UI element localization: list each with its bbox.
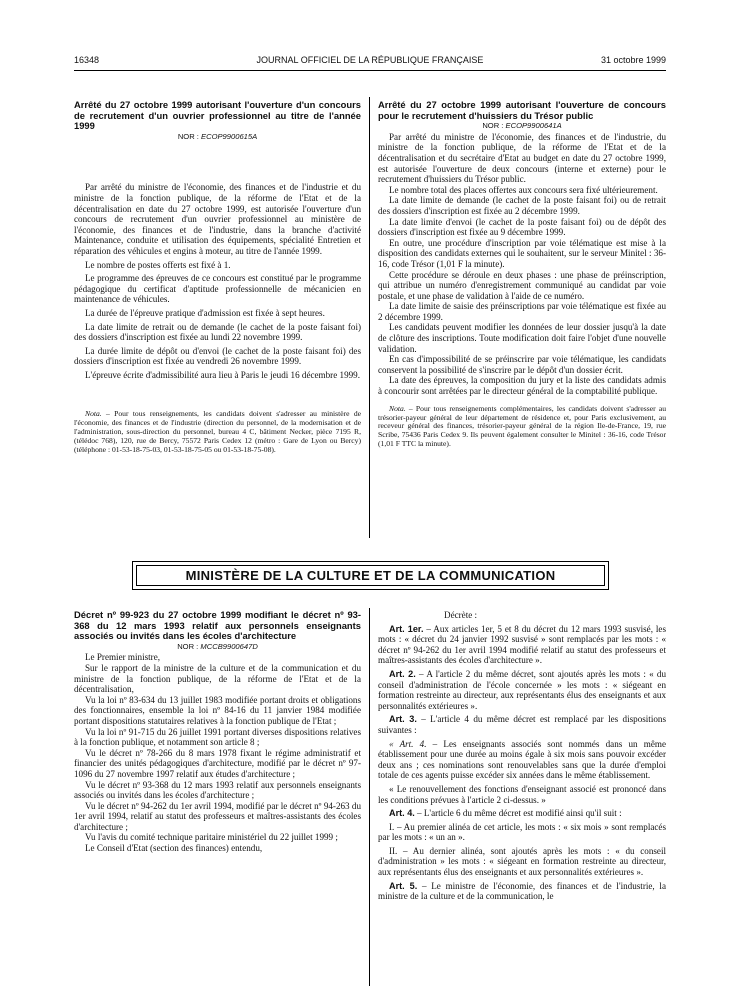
article-2: Art. 2. – A l'article 2 du même décret, sont ajoutés après les mots : « du conseil d'administration de l'école concernée » les mots : « siégeant en formation restreinte au directeur, aux représentants élus des enseignants et aux personnalités extérieures ». [378, 668, 666, 711]
paragraph: Le nombre de postes offerts est fixé à 1. [85, 259, 231, 270]
arrete-ouvrier-note: Nota. – Pour tous renseignements, les candidats doivent s'adresser au ministère de l'économie, des finances et de l'industrie (direction du personnel, de la modernisation et de l'administration, sous-direction du personnel, bureau 4 C, bâtiment Necker, pièce 7195 R, (télédoc 768), 120, rue de Bercy, 75572 Paris Cedex 12 (métro : Gare de Lyon ou Bercy) (téléphone : 01-53-18-75-03, 01-53-18-75-05 ou 01-53-18-75-08). [74, 409, 361, 455]
paragraph: La date limite de saisie des préinscriptions par voie télématique est fixée au 2 décembre 1999. [378, 301, 666, 322]
article-3: Art. 3. – L'article 4 du même décret est remplacé par les dispositions suivantes : [378, 714, 666, 735]
column-divider-bottom [369, 608, 370, 986]
paragraph: En outre, une procédure d'inscription par voie télématique est mise à la disposition des candidats externes qui le souhaitent, sur le serveur Minitel : 36-16, code Trésor (1,01 F la minute). [378, 237, 666, 269]
paragraph: La date limite d'envoi (le cachet de la poste faisant foi) ou de dépôt des dossiers d'inscription est fixée au 9 décembre 1999. [378, 216, 666, 238]
paragraph: La durée limite de dépôt ou d'envoi (le cachet de la poste faisant foi) des dossiers d'inscription est fixée au vendredi 26 novembre 1999. [74, 345, 361, 367]
article-5: Art. 5. – Le ministre de l'économie, des finances et de l'industrie, la ministre de la culture et de la communication, le [378, 880, 666, 902]
paragraph: Vu la loi nº 83-634 du 13 juillet 1983 modifiée portant droits et obligations des fonctionnaires, ensemble la loi nº 84-16 du 11 janvier 1984 modifiée portant dispositions statutaires relatives à la fonction publique de l'Etat ; [74, 694, 361, 726]
paragraph: Par arrêté du ministre de l'économie, des finances et de l'industrie, du ministre de la fonction publique, de la réforme de l'Etat et de la décentralisation et du secrétaire d'Etat au budget en date du 27 octobre 1999, est autorisée l'ouverture de deux concours (interne et externe) pour le recrutement d'huissiers du Trésor public. [378, 131, 666, 185]
decret-title: Décret nº 99-923 du 27 octobre 1999 modifiant le décret nº 93-368 du 12 mars 1993 relatif aux personnels enseignants associés ou invités dans les écoles d'architecture [74, 609, 361, 642]
ministry-heading-box [132, 561, 609, 590]
paragraph: Vu le décret nº 78-266 du 8 mars 1978 fixant le régime administratif et financier des unités pédagogiques d'architecture, modifié par le décret nº 97-1096 du 27 novembre 1997 relatif aux études d'architecture ; [74, 747, 361, 779]
article-4-item-2: II. – Au dernier alinéa, sont ajoutés après les mots : « du conseil d'administration » les mots : « siégeant en formation restreinte au directeur, aux représentants élus des enseignants et aux personnalités extérieures ». [378, 845, 666, 878]
paragraph: Le programme des épreuves de ce concours est constitué par le programme pédagogique du certificat d'aptitude professionnelle de mécanicien en maintenance de véhicules. [74, 273, 361, 305]
header-rule [74, 70, 666, 71]
paragraph: L'épreuve écrite d'admissibilité aura lieu à Paris le jeudi 16 décembre 1999. [85, 369, 360, 380]
arrete-huissiers-nor: NOR : ECOP9900641A [482, 121, 562, 131]
article-4-quote: « Art. 4. – Les enseignants associés sont nommés dans un même établissement pour une durée au moins égale à six mois sans pouvoir excéder deux ans ; ces nominations sont renouvelables sans que la durée d'emploi totale de ces agents puisse excéder six années dans le même établissement. [378, 738, 666, 781]
paragraph: En cas d'impossibilité de se préinscrire par voie télématique, les candidats conservent la possibilité de s'inscrire par le dépôt d'un dossier écrit. [378, 354, 666, 375]
paragraph: Vu la loi nº 91-715 du 26 juillet 1991 portant diverses dispositions relatives à la fonction publique, et notamment son article 8 ; [74, 726, 361, 748]
arrete-huissiers [378, 100, 666, 449]
paragraph: Le Conseil d'Etat (section des finances) entendu, [85, 843, 263, 854]
decret-right [378, 610, 666, 902]
paragraph: La date limite de retrait ou de demande (le cachet de la poste faisant foi) des dossiers d'inscription est fixée au lundi 22 novembre 1999. [74, 321, 361, 343]
paragraph: La date limite de demande (le cachet de la poste faisant foi) ou de retrait des dossiers d'inscription est fixée au 2 décembre 1999. [378, 195, 666, 216]
decret-left [74, 610, 361, 854]
journal-title: JOURNAL OFFICIEL DE LA RÉPUBLIQUE FRANÇAISE [256, 55, 484, 65]
issue-date: 31 octobre 1999 [600, 55, 666, 65]
paragraph: Par arrêté du ministre de l'économie, des finances et de l'industrie et du ministre de la fonction publique, de la réforme de l'Etat et de la décentralisation en date du 27 octobre 1999, est autorisée l'ouverture d'un concours de recrutement d'un ouvrier professionnel au ministère de l'économie, des finances et de l'industrie, dans la branche d'activité Maintenance, conduite et utilisation des équipements, spécialité Entretien et réparation des véhicules et engins à moteur, au titre de l'année 1999. [74, 182, 361, 256]
paragraph: Vu le décret nº 94-262 du 1er avril 1994, modifié par le décret nº 94-263 du 1er avril 1994, relatif au statut des professeurs et maîtres-assistants des écoles d'architecture ; [74, 800, 361, 832]
arrete-ouvrier [74, 100, 361, 455]
decret-nor: NOR : MCCB9900647D [177, 641, 258, 651]
arrete-ouvrier-title: Arrêté du 27 octobre 1999 autorisant l'ouverture d'un concours de recrutement d'un ouvrier professionnel au titre de l'année 1999 [74, 99, 361, 132]
decrete-label: Décrète : [444, 610, 478, 620]
paragraph: Cette procédure se déroule en deux phases : une phase de préinscription, qui attribue un numéro d'enregistrement communiqué au candidat par voie postale, et une phase de validation à l'aide de ce numéro. [378, 269, 666, 301]
page-number: 16348 [74, 55, 100, 65]
paragraph: Vu le décret nº 93-368 du 12 mars 1993 relatif aux personnels enseignants associés ou invités dans les écoles d'architecture ; [74, 779, 361, 801]
column-divider-top [369, 97, 370, 538]
ministry-heading: MINISTÈRE DE LA CULTURE ET DE LA COMMUNICATION [136, 565, 605, 586]
paragraph: La date des épreuves, la composition du jury et la liste des candidats admis à concourir sont arrêtées par le directeur général de la comptabilité publique. [378, 375, 666, 397]
paragraph: Le Premier ministre, [85, 652, 161, 663]
arrete-ouvrier-nor: NOR : ECOP9900615A [177, 131, 258, 141]
paragraph: La durée de l'épreuve pratique d'admission est fixée à sept heures. [85, 307, 325, 318]
paragraph: Vu l'avis du comité technique paritaire ministériel du 22 juillet 1999 ; [85, 832, 338, 843]
article-1: Art. 1er. – Aux articles 1er, 5 et 8 du décret du 12 mars 1993 susvisé, les mots : « décret du 24 janvier 1992 susvisé » sont remplacés par les mots : « décret nº 94-262 du 1er avril 1994 modifié relatif au statut des professeurs et maîtres-assistants des écoles d'architecture ». [378, 623, 666, 666]
article-4-item-1: I. – Au premier alinéa de cet article, les mots : « six mois » sont remplacés par les mots : « un an ». [378, 821, 666, 843]
paragraph: Le nombre total des places offertes aux concours sera fixé ultérieurement. [389, 184, 658, 195]
arrete-huissiers-title: Arrêté du 27 octobre 1999 autorisant l'ouverture de concours pour le recrutement d'huissiers du Trésor public [378, 99, 666, 121]
article-4-quote-2: « Le renouvellement des fonctions d'enseignant associé est prononcé dans les conditions prévues à l'article 2 ci-dessus. » [378, 783, 666, 805]
paragraph: Les candidats peuvent modifier les données de leur dossier jusqu'à la date de clôture des inscriptions. Toute modification doit faire l'objet d'une nouvelle validation. [378, 322, 666, 354]
arrete-huissiers-note: Nota. – Pour tous renseignements complémentaires, les candidats doivent s'adresser au trésorier-payeur général de leur département de résidence et, pour Paris exclusivement, au receveur général des finances, trésorier-payeur général de la région Ile-de-France, 19, rue Scribe, 75436 Paris Cedex 9. Ils peuvent également consulter le Minitel : 36-16, code Trésor (1,01 F TTC la minute). [378, 403, 666, 449]
article-4: Art. 4. – L'article 6 du même décret est modifié ainsi qu'il suit : [389, 808, 622, 819]
page-header [74, 55, 666, 69]
paragraph: Sur le rapport de la ministre de la culture et de la communication et du ministre de la fonction publique, de la réforme de l'Etat et de la décentralisation, [74, 662, 361, 695]
